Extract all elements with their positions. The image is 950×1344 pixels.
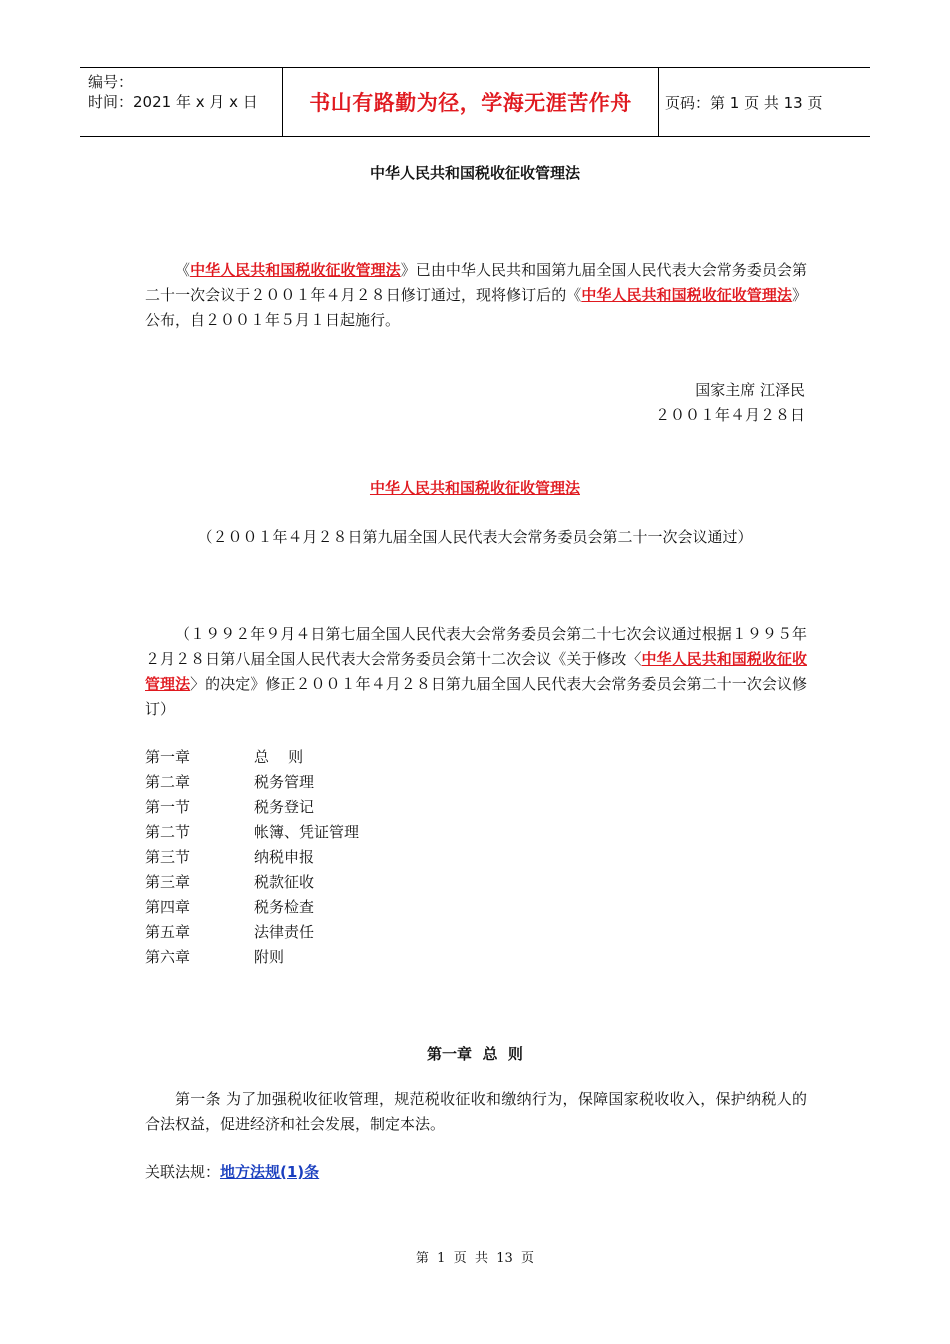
intro-open-quote: 《	[175, 261, 191, 279]
toc-num: 第一节	[145, 798, 191, 816]
chapter-heading: 第一章 总 则	[427, 1045, 523, 1063]
toc-title: 帐簿、凭证管理	[254, 823, 360, 841]
history-paragraph	[145, 622, 807, 722]
page-footer: 第 1 页 共 13 页	[415, 1251, 535, 1266]
related-link[interactable]: 地方法规(1)条	[220, 1163, 320, 1181]
toc-num: 第六章	[145, 948, 191, 966]
intro-text-2: 》公布，自２００１年５月１日起施行。	[145, 286, 807, 329]
history-text-2: 〉的决定》修正２００１年４月２８日第九届全国人民代表大会常务委员会第二十一次会议修订）	[145, 675, 807, 718]
law-title[interactable]: 中华人民共和国税收征收管理法	[369, 479, 580, 497]
toc-item	[145, 920, 359, 945]
toc-item	[145, 820, 359, 845]
toc-item	[145, 895, 359, 920]
toc-num: 第一章	[145, 748, 191, 766]
toc-title: 法律责任	[254, 923, 315, 941]
toc-item	[145, 945, 359, 970]
toc-title: 税款征收	[254, 873, 315, 891]
toc-num: 第四章	[145, 898, 191, 916]
toc-title: 税务检查	[254, 898, 315, 916]
toc-num: 第三节	[145, 848, 191, 866]
law-name-link[interactable]: 中华人民共和国税收征收管理法	[145, 650, 807, 693]
toc-item	[145, 745, 359, 770]
toc-num: 第二章	[145, 773, 191, 791]
signature-name: 国家主席 江泽民	[695, 381, 805, 399]
intro-text-1: 》已由中华人民共和国第九届全国人民代表大会常务委员会第二十一次会议于２００１年４月２８日修订通过，现将修订后的《	[145, 261, 807, 304]
header-meta	[80, 68, 282, 136]
doc-title: 中华人民共和国税收征收管理法	[369, 164, 580, 182]
toc-item	[145, 870, 359, 895]
toc-title: 税务登记	[254, 798, 315, 816]
header-motto: 书山有路勤为径，学海无涯苦作舟	[282, 68, 659, 136]
signature-date: ２００１年４月２８日	[654, 406, 805, 424]
toc-item	[145, 770, 359, 795]
intro-paragraph	[145, 258, 807, 333]
table-of-contents	[145, 745, 359, 970]
law-name-link[interactable]: 中华人民共和国税收征收管理法	[190, 261, 401, 279]
related-label: 关联法规：	[145, 1163, 221, 1181]
history-text-1: （１９９２年９月４日第七届全国人民代表大会常务委员会第二十七次会议通过根据１９９５年２月２８日第八届全国人民代表大会常务委员会第十二次会议《关于修改〈	[145, 625, 807, 668]
toc-num: 第五章	[145, 923, 191, 941]
time-label: 时间：2021 年 x 月 x 日	[88, 93, 258, 111]
toc-item	[145, 795, 359, 820]
related-regulations	[145, 1160, 319, 1185]
number-label: 编号：	[88, 73, 134, 91]
toc-num: 第三章	[145, 873, 191, 891]
toc-item	[145, 845, 359, 870]
law-name-link[interactable]: 中华人民共和国税收征收管理法	[581, 286, 792, 304]
article-1: 第一条 为了加强税收征收管理，规范税收征收和缴纳行为，保障国家税收收入，保护纳税人的合法权益，促进经济和社会发展，制定本法。	[145, 1090, 807, 1133]
toc-title: 总 则	[254, 748, 304, 766]
passed-note: （２００１年４月２８日第九届全国人民代表大会常务委员会第二十一次会议通过）	[197, 528, 753, 546]
toc-num: 第二节	[145, 823, 191, 841]
header-page-info: 页码：第 1 页 共 13 页	[665, 93, 823, 112]
page-header	[80, 67, 870, 137]
toc-title: 税务管理	[254, 773, 315, 791]
toc-title: 纳税申报	[254, 848, 315, 866]
toc-title: 附则	[254, 948, 285, 966]
